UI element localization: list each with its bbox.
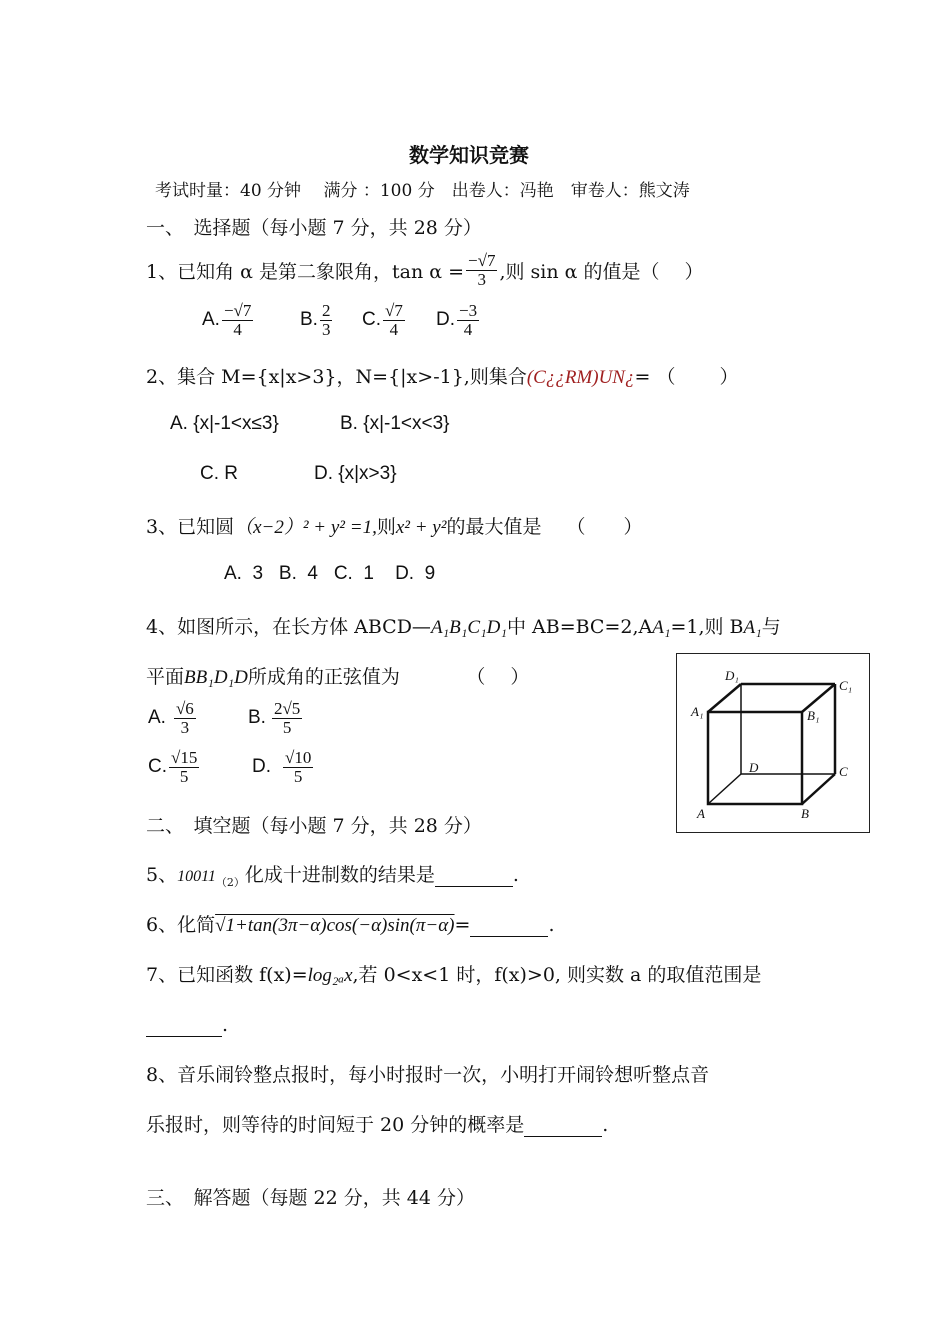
q1-option-d: D. $\frac{-3}{4}$ (436, 301, 478, 339)
q2-option-c: C. R (200, 463, 238, 484)
question-6: 6、化简√1+tan(3π−α)cos(−α)sin(π−α)= . (146, 914, 555, 936)
q8-answer-blank[interactable] (524, 1114, 602, 1137)
q1-text-pre: 1、已知角 α 是第二象限角，tan α = (146, 260, 465, 283)
q4-option-b: B. $\frac{2√5}{5}$ (248, 699, 301, 737)
q2-text-pre: 2、集合 M={x|x>3}，N={|x>-1},则集合 (146, 366, 527, 388)
question-4-line-2: 平面BB₁D₁D所成角的正弦值为 （ ） (146, 666, 530, 688)
section-3-heading: 三、 解答题（每题 22 分，共 44 分） (146, 1187, 476, 1209)
q6-formula: √1+tan(3π−α)cos(−α)sin(π−α) (215, 915, 455, 936)
q3-options: A. 3 B. 4 C. 1 D. 9 (224, 563, 436, 584)
q2-option-a: A. {x|-1<x≤3} (170, 413, 279, 434)
page-title: 数学知识竞赛 (409, 143, 529, 167)
q3-formula-2: x² + y² (395, 517, 447, 538)
q3-text-pre: 3、已知圆 (146, 516, 235, 538)
q5-answer-blank[interactable] (435, 864, 513, 887)
question-2 (146, 362, 738, 389)
q3-text-mid: 则 (376, 516, 396, 538)
question-8-line-2: 乐报时，则等待的时间短于 20 分钟的概率是 . (146, 1114, 609, 1136)
q2-option-d: D. {x|x>3} (314, 463, 397, 484)
section-2-heading: 二、 填空题（每小题 7 分，共 28 分） (146, 815, 482, 837)
question-5: 5、$10011_{(2)}$化成十进制数的结果是 . (146, 864, 519, 889)
q6-answer-blank[interactable] (470, 914, 548, 937)
q2-text-post: = （ ） (634, 366, 739, 388)
label-b: B (801, 806, 809, 821)
question-4-line-1: 4、如图所示，在长方体 ABCD—A₁B₁C₁D₁中 AB=BC=2,AA₁=1,则 BA₁与 (146, 616, 781, 638)
label-c1: C₁ (839, 678, 853, 693)
question-8-line-1: 8、音乐闹铃整点报时，每小时报时一次，小明打开闹铃想听整点音 (146, 1064, 710, 1086)
q2-formula: (C¿¿RM)UN¿ (526, 367, 635, 388)
cuboid-figure (676, 653, 870, 833)
label-a: A (697, 806, 705, 821)
q1-fraction: $\frac{-√7}{3}$ (468, 251, 496, 289)
label-d1: D₁ (725, 668, 739, 683)
q4-option-c: C. $\frac{√15}{5}$ (148, 748, 198, 786)
q3-formula: （x−2）² + y² =1, (234, 517, 377, 538)
q1-option-b: B. $\frac{2}{3}$ (300, 301, 331, 339)
q1-text-post: ,则 sin α 的值是（ ） (499, 260, 704, 283)
label-b1: B₁ (807, 708, 820, 723)
question-7: 7、已知函数 f(x)=log₂ₐx,若 0<x<1 时，f(x)>0, 则实数 a 的取值范围是 (146, 964, 762, 986)
label-d: D (749, 760, 759, 775)
q4-option-a: A. $\frac{√6}{3}$ (148, 699, 194, 737)
question-7-line-2: . (146, 1014, 228, 1037)
label-a1: A₁ (691, 704, 704, 719)
q1-option-a: A. $\frac{-√7}{4}$ (202, 301, 252, 339)
cuboid-diagram (677, 654, 869, 832)
exam-info: 考试时量：40 分钟 满分 ：100 分 出卷人：冯艳 审卷人：熊文涛 (155, 181, 690, 201)
q1-options (202, 302, 481, 339)
question-3 (146, 512, 642, 539)
q4-option-d: D. $\frac{√10}{5}$ (252, 748, 312, 786)
q2-option-b: B. {x|-1<x<3} (340, 413, 450, 434)
q7-answer-blank[interactable] (146, 1014, 222, 1037)
q3-text-post: 的最大值是 （ ） (446, 516, 643, 538)
section-1-heading: 一、 选择题（每小题 7 分，共 28 分） (146, 217, 482, 239)
question-1 (146, 252, 704, 289)
q7-formula: log₂ₐx (307, 965, 353, 986)
q1-option-c: C. $\frac{√7}{4}$ (362, 301, 403, 339)
label-c: C (839, 764, 848, 779)
